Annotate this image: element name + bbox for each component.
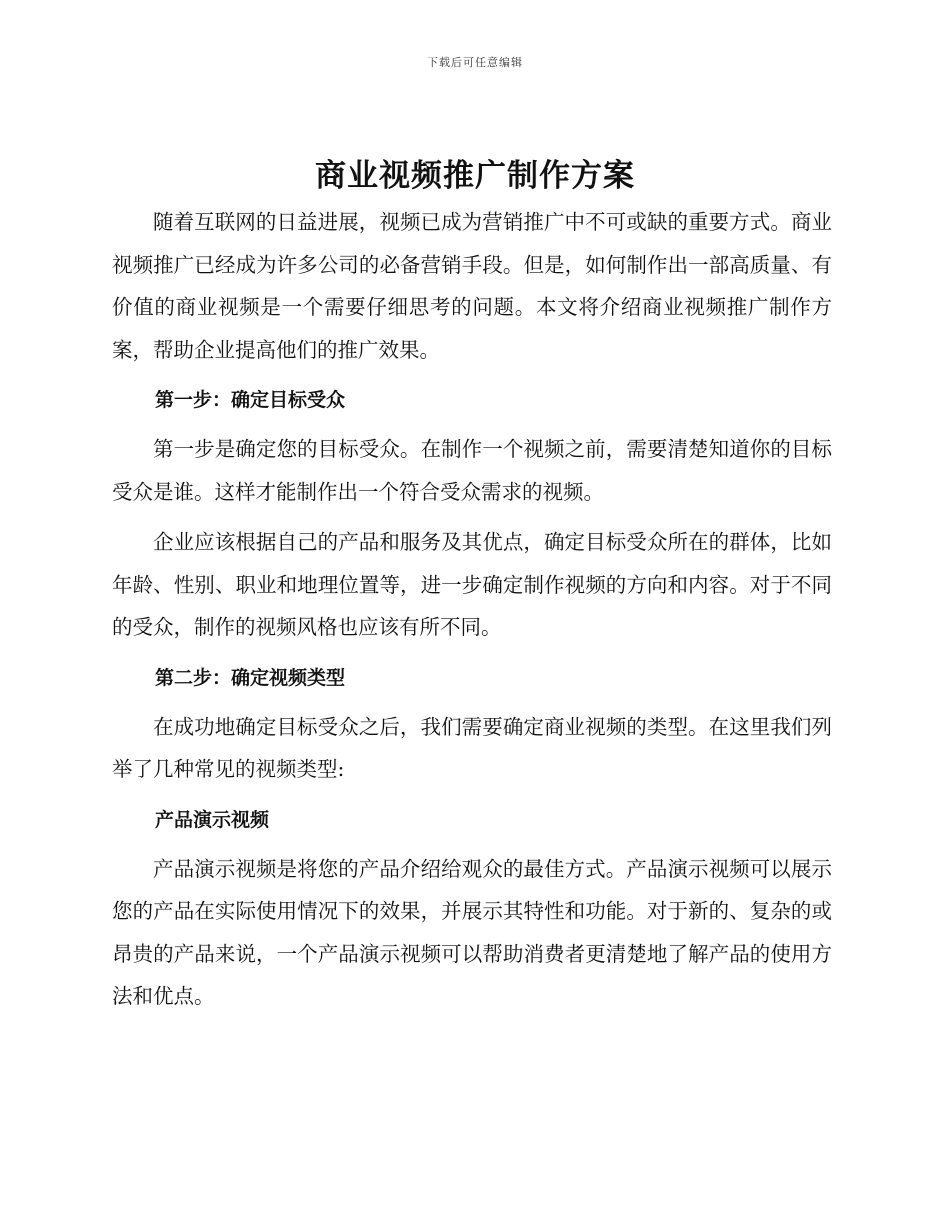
product-demo-paragraph-1: 产品演示视频是将您的产品介绍给观众的最佳方式。产品演示视频可以展示您的产品在实际使用情况下的效果，并展示其特性和功能。对于新的、复杂的或昂贵的产品来说，一个产品演示视频可以帮助消费者更清楚地了解产品的使用方法和优点。: [112, 856, 832, 1008]
document-body: [112, 201, 832, 1018]
step1-heading: 第一步：确定目标受众: [155, 389, 346, 411]
document-title: 商业视频推广制作方案: [315, 158, 635, 194]
step2-paragraph-1: 在成功地确定目标受众之后，我们需要确定商业视频的类型。在这里我们列举了几种常见的视频类型:: [112, 714, 832, 781]
step1-paragraph-1: 第一步是确定您的目标受众。在制作一个视频之前，需要清楚知道你的目标受众是谁。这样才能制作出一个符合受众需求的视频。: [112, 437, 832, 504]
step2-heading: 第二步：确定视频类型: [155, 666, 346, 689]
product-demo-heading: 产品演示视频: [155, 808, 270, 831]
page-header-note: 下载后可任意编辑: [427, 56, 523, 69]
intro-paragraph: 随着互联网的日益进展，视频已成为营销推广中不可或缺的重要方式。商业视频推广已经成为许多公司的必备营销手段。但是，如何制作出一部高质量、有价值的商业视频是一个需要仔细思考的问题。本文将介绍商业视频推广制作方案，帮助企业提高他们的推广效果。: [112, 210, 832, 362]
step1-paragraph-2: 企业应该根据自己的产品和服务及其优点，确定目标受众所在的群体，比如年龄、性别、职业和地理位置等，进一步确定制作视频的方向和内容。对于不同的受众，制作的视频风格也应该有所不同。: [112, 530, 832, 639]
